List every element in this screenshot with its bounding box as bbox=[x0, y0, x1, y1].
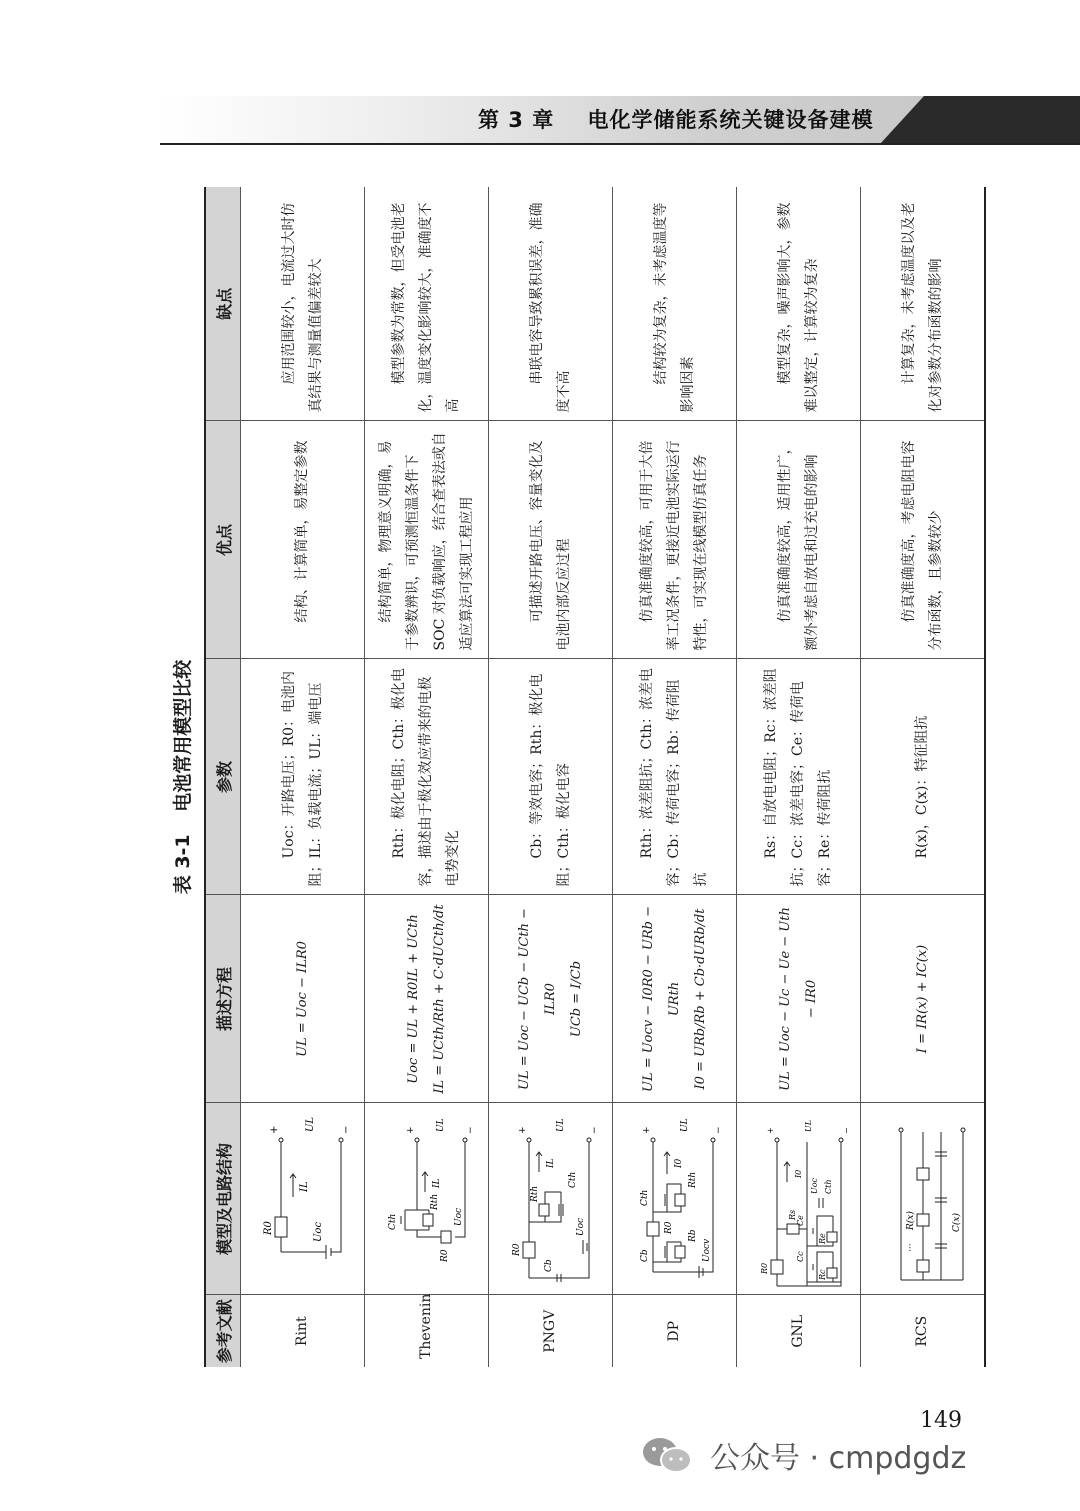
equation: UCb = I/Cb bbox=[568, 960, 584, 1038]
table-row bbox=[861, 187, 986, 1367]
circuit-label: Uoc bbox=[453, 1207, 464, 1226]
params-cell: Rth：极化电阻；Cth：极化电容，描述由于极化效应带来的电极电势变化 bbox=[365, 659, 489, 895]
chapter-header-band bbox=[160, 96, 1080, 144]
circuit-label: R0 bbox=[439, 1249, 450, 1262]
model-name: GNL bbox=[737, 1295, 861, 1367]
circuit-label: Rc bbox=[817, 1269, 827, 1280]
watermark-text: 公众号 · cmpdgdz bbox=[710, 1441, 967, 1476]
watermark bbox=[640, 1432, 966, 1478]
equation-cell bbox=[613, 895, 737, 1103]
circuit-label: Uocv bbox=[701, 1238, 712, 1262]
pros-cell: 可描述开路电压、容量变化及电池内部反应过程 bbox=[489, 421, 613, 659]
cons-cell: 模型参数为常数，但受电池老化，温度变化影响较大，准确度不高 bbox=[365, 187, 489, 421]
equation-cell bbox=[489, 895, 613, 1103]
circuit-diagram bbox=[861, 1103, 986, 1295]
col-header-equation: 描述方程 bbox=[205, 895, 241, 1103]
pros-cell: 仿真准确度高，考虑电阻电容分布函数，且参数较少 bbox=[861, 421, 986, 659]
cons-cell: 串联电容导致累积误差，准确度不高 bbox=[489, 187, 613, 421]
rotated-table-stage bbox=[168, 187, 968, 1367]
circuit-label: Cc bbox=[795, 1251, 805, 1262]
circuit-label: IL bbox=[545, 1158, 556, 1168]
circuit-label: UL bbox=[304, 1116, 316, 1132]
circuit-label: ··· bbox=[905, 1243, 916, 1252]
circuit-label: I0 bbox=[793, 1169, 803, 1178]
circuit-label: R(x) bbox=[905, 1211, 916, 1230]
cons-cell: 计算复杂，未考虑温度以及老化对参数分布函数的影响 bbox=[861, 187, 986, 421]
equation-cell bbox=[241, 895, 365, 1103]
circuit-diagram bbox=[489, 1103, 613, 1295]
cons-cell: 结构较为复杂，未考虑温度等影响因素 bbox=[613, 187, 737, 421]
circuit-label: − bbox=[713, 1126, 724, 1134]
pros-cell: 仿真准确度较高，适用性广，额外考虑自放电和过充电的影响 bbox=[737, 421, 861, 659]
equation: UL = Uoc − ILR0 bbox=[294, 941, 310, 1057]
table-row bbox=[241, 187, 365, 1367]
circuit-label: I0 bbox=[673, 1158, 684, 1168]
circuit-label: Cth bbox=[823, 1179, 833, 1194]
params-cell: Uoc：开路电压；R0：电池内阻；IL：负载电流；UL：端电压 bbox=[241, 659, 365, 895]
circuit-label: Uoc bbox=[575, 1217, 586, 1236]
col-header-params: 参数 bbox=[205, 659, 241, 895]
table-caption-title: 电池常用模型比较 bbox=[172, 659, 194, 812]
equation: UL = Uocv − I0R0 − URb − URth bbox=[640, 905, 682, 1093]
pros-cell: 仿真准确度较高，可用于大倍率工况条件，更接近电池实际运行特性，可实现在线模型仿真任务 bbox=[613, 421, 737, 659]
chapter-header bbox=[478, 104, 873, 134]
circuit-label: − bbox=[589, 1126, 600, 1134]
circuit-label: − bbox=[465, 1126, 476, 1134]
circuit-label: Rth bbox=[429, 1193, 440, 1210]
equation-cell bbox=[365, 895, 489, 1103]
model-name: RCS bbox=[861, 1295, 986, 1367]
header-rule bbox=[160, 143, 1080, 145]
circuit-label: Rs bbox=[787, 1209, 797, 1220]
circuit-label: + bbox=[641, 1126, 652, 1134]
circuit-label: Cth bbox=[387, 1213, 398, 1230]
circuit-label: Uoc bbox=[809, 1177, 819, 1194]
circuit-label: + bbox=[405, 1126, 416, 1134]
equation: UL = Uoc − Uc − Ue − Uth − IR0 bbox=[777, 907, 819, 1091]
battery-model-table bbox=[204, 187, 986, 1367]
circuit-label: Cth bbox=[639, 1189, 650, 1206]
rint-circuit bbox=[251, 1106, 355, 1292]
circuit-label: UL bbox=[679, 1118, 690, 1132]
circuit-label: IL bbox=[298, 1181, 310, 1192]
params-cell: Rth：浓差阻抗；Cth：浓差电容；Cb：传荷电容；Rb：传荷阻抗 bbox=[613, 659, 737, 895]
circuit-label: Rth bbox=[529, 1185, 540, 1202]
equation: Uoc = UL + R0IL + UCth bbox=[405, 914, 421, 1084]
circuit-diagram bbox=[241, 1103, 365, 1295]
circuit-label: UL bbox=[435, 1118, 446, 1132]
circuit-label: UL bbox=[803, 1119, 813, 1132]
table-row bbox=[613, 187, 737, 1367]
circuit-label: + bbox=[765, 1127, 775, 1134]
circuit-label: IL bbox=[431, 1178, 442, 1188]
circuit-label: R0 bbox=[759, 1262, 769, 1274]
thevenin-circuit bbox=[375, 1106, 479, 1292]
equation: I0 = URb/Rb + Cb·dURb/dt bbox=[692, 908, 708, 1090]
circuit-diagram bbox=[613, 1103, 737, 1295]
table-caption bbox=[168, 187, 198, 1367]
wechat-icon bbox=[640, 1435, 694, 1475]
col-header-circuit: 模型及电路结构 bbox=[205, 1103, 241, 1295]
table-row bbox=[737, 187, 861, 1367]
circuit-label: R0 bbox=[511, 1243, 522, 1256]
model-name: Rint bbox=[241, 1295, 365, 1367]
circuit-label: Rb bbox=[687, 1229, 698, 1242]
pros-cell: 结构、计算简单，易整定参数 bbox=[241, 421, 365, 659]
circuit-label: R0 bbox=[262, 1221, 274, 1235]
equation-cell bbox=[737, 895, 861, 1103]
pngv-circuit bbox=[499, 1106, 603, 1292]
chapter-title: 电化学储能系统关键设备建模 bbox=[587, 108, 874, 132]
table-row bbox=[365, 187, 489, 1367]
circuit-label: Cb bbox=[543, 1259, 554, 1272]
circuit-label: + bbox=[268, 1125, 280, 1134]
equation: I = IR(x) + IC(x) bbox=[914, 944, 930, 1054]
params-cell: R(x)，C(x)：特征阻抗 bbox=[861, 659, 986, 895]
circuit-label: Re bbox=[817, 1233, 827, 1244]
circuit-diagram bbox=[737, 1103, 861, 1295]
params-cell: Rs：自放电电阻；Rc：浓差阻抗；Cc：浓差电容；Ce：传荷电容；Re：传荷阻抗 bbox=[737, 659, 861, 895]
circuit-label: − bbox=[340, 1125, 352, 1134]
circuit-label: UL bbox=[555, 1118, 566, 1132]
model-name: DP bbox=[613, 1295, 737, 1367]
table-caption-number: 表 3-1 bbox=[172, 834, 194, 895]
model-name: PNGV bbox=[489, 1295, 613, 1367]
circuit-label: Rth bbox=[687, 1171, 698, 1188]
circuit-label: Uoc bbox=[312, 1221, 324, 1242]
cons-cell: 模型复杂，噪声影响大，参数难以整定，计算较为复杂 bbox=[737, 187, 861, 421]
page-number: 149 bbox=[920, 1408, 962, 1433]
circuit-label: + bbox=[517, 1126, 528, 1134]
equation: UL = Uoc − UCb − UCth − ILR0 bbox=[516, 908, 558, 1090]
table-header-row bbox=[205, 187, 241, 1367]
chapter-number: 第 3 章 bbox=[478, 108, 555, 132]
circuit-label: Cth bbox=[567, 1171, 578, 1188]
col-header-ref: 参考文献 bbox=[205, 1295, 241, 1367]
equation-cell bbox=[861, 895, 986, 1103]
model-name: Thevenin bbox=[365, 1295, 489, 1367]
circuit-label: Cb bbox=[639, 1249, 650, 1262]
circuit-diagram bbox=[365, 1103, 489, 1295]
gnl-circuit bbox=[747, 1106, 851, 1292]
rcs-circuit bbox=[871, 1106, 975, 1292]
circuit-label: Ce bbox=[795, 1215, 805, 1226]
circuit-label: − bbox=[841, 1127, 851, 1134]
col-header-pros: 优点 bbox=[205, 421, 241, 659]
col-header-cons: 缺点 bbox=[205, 187, 241, 421]
circuit-label: R0 bbox=[663, 1221, 674, 1234]
circuit-label: C(x) bbox=[951, 1213, 962, 1232]
equation: IL = UCth/Rth + C·dUCth/dt bbox=[431, 904, 447, 1094]
pros-cell: 结构简单，物理意义明确，易于参数辨识，可预测恒温条件下 SOC 对负载响应，结合查表法或自适应算法可实现工程应用 bbox=[365, 421, 489, 659]
params-cell: Cb：等效电容；Rth：极化电阻；Cth：极化电容 bbox=[489, 659, 613, 895]
table-row bbox=[489, 187, 613, 1367]
dp-circuit bbox=[623, 1106, 727, 1292]
cons-cell: 应用范围较小，电流过大时仿真结果与测量值偏差较大 bbox=[241, 187, 365, 421]
